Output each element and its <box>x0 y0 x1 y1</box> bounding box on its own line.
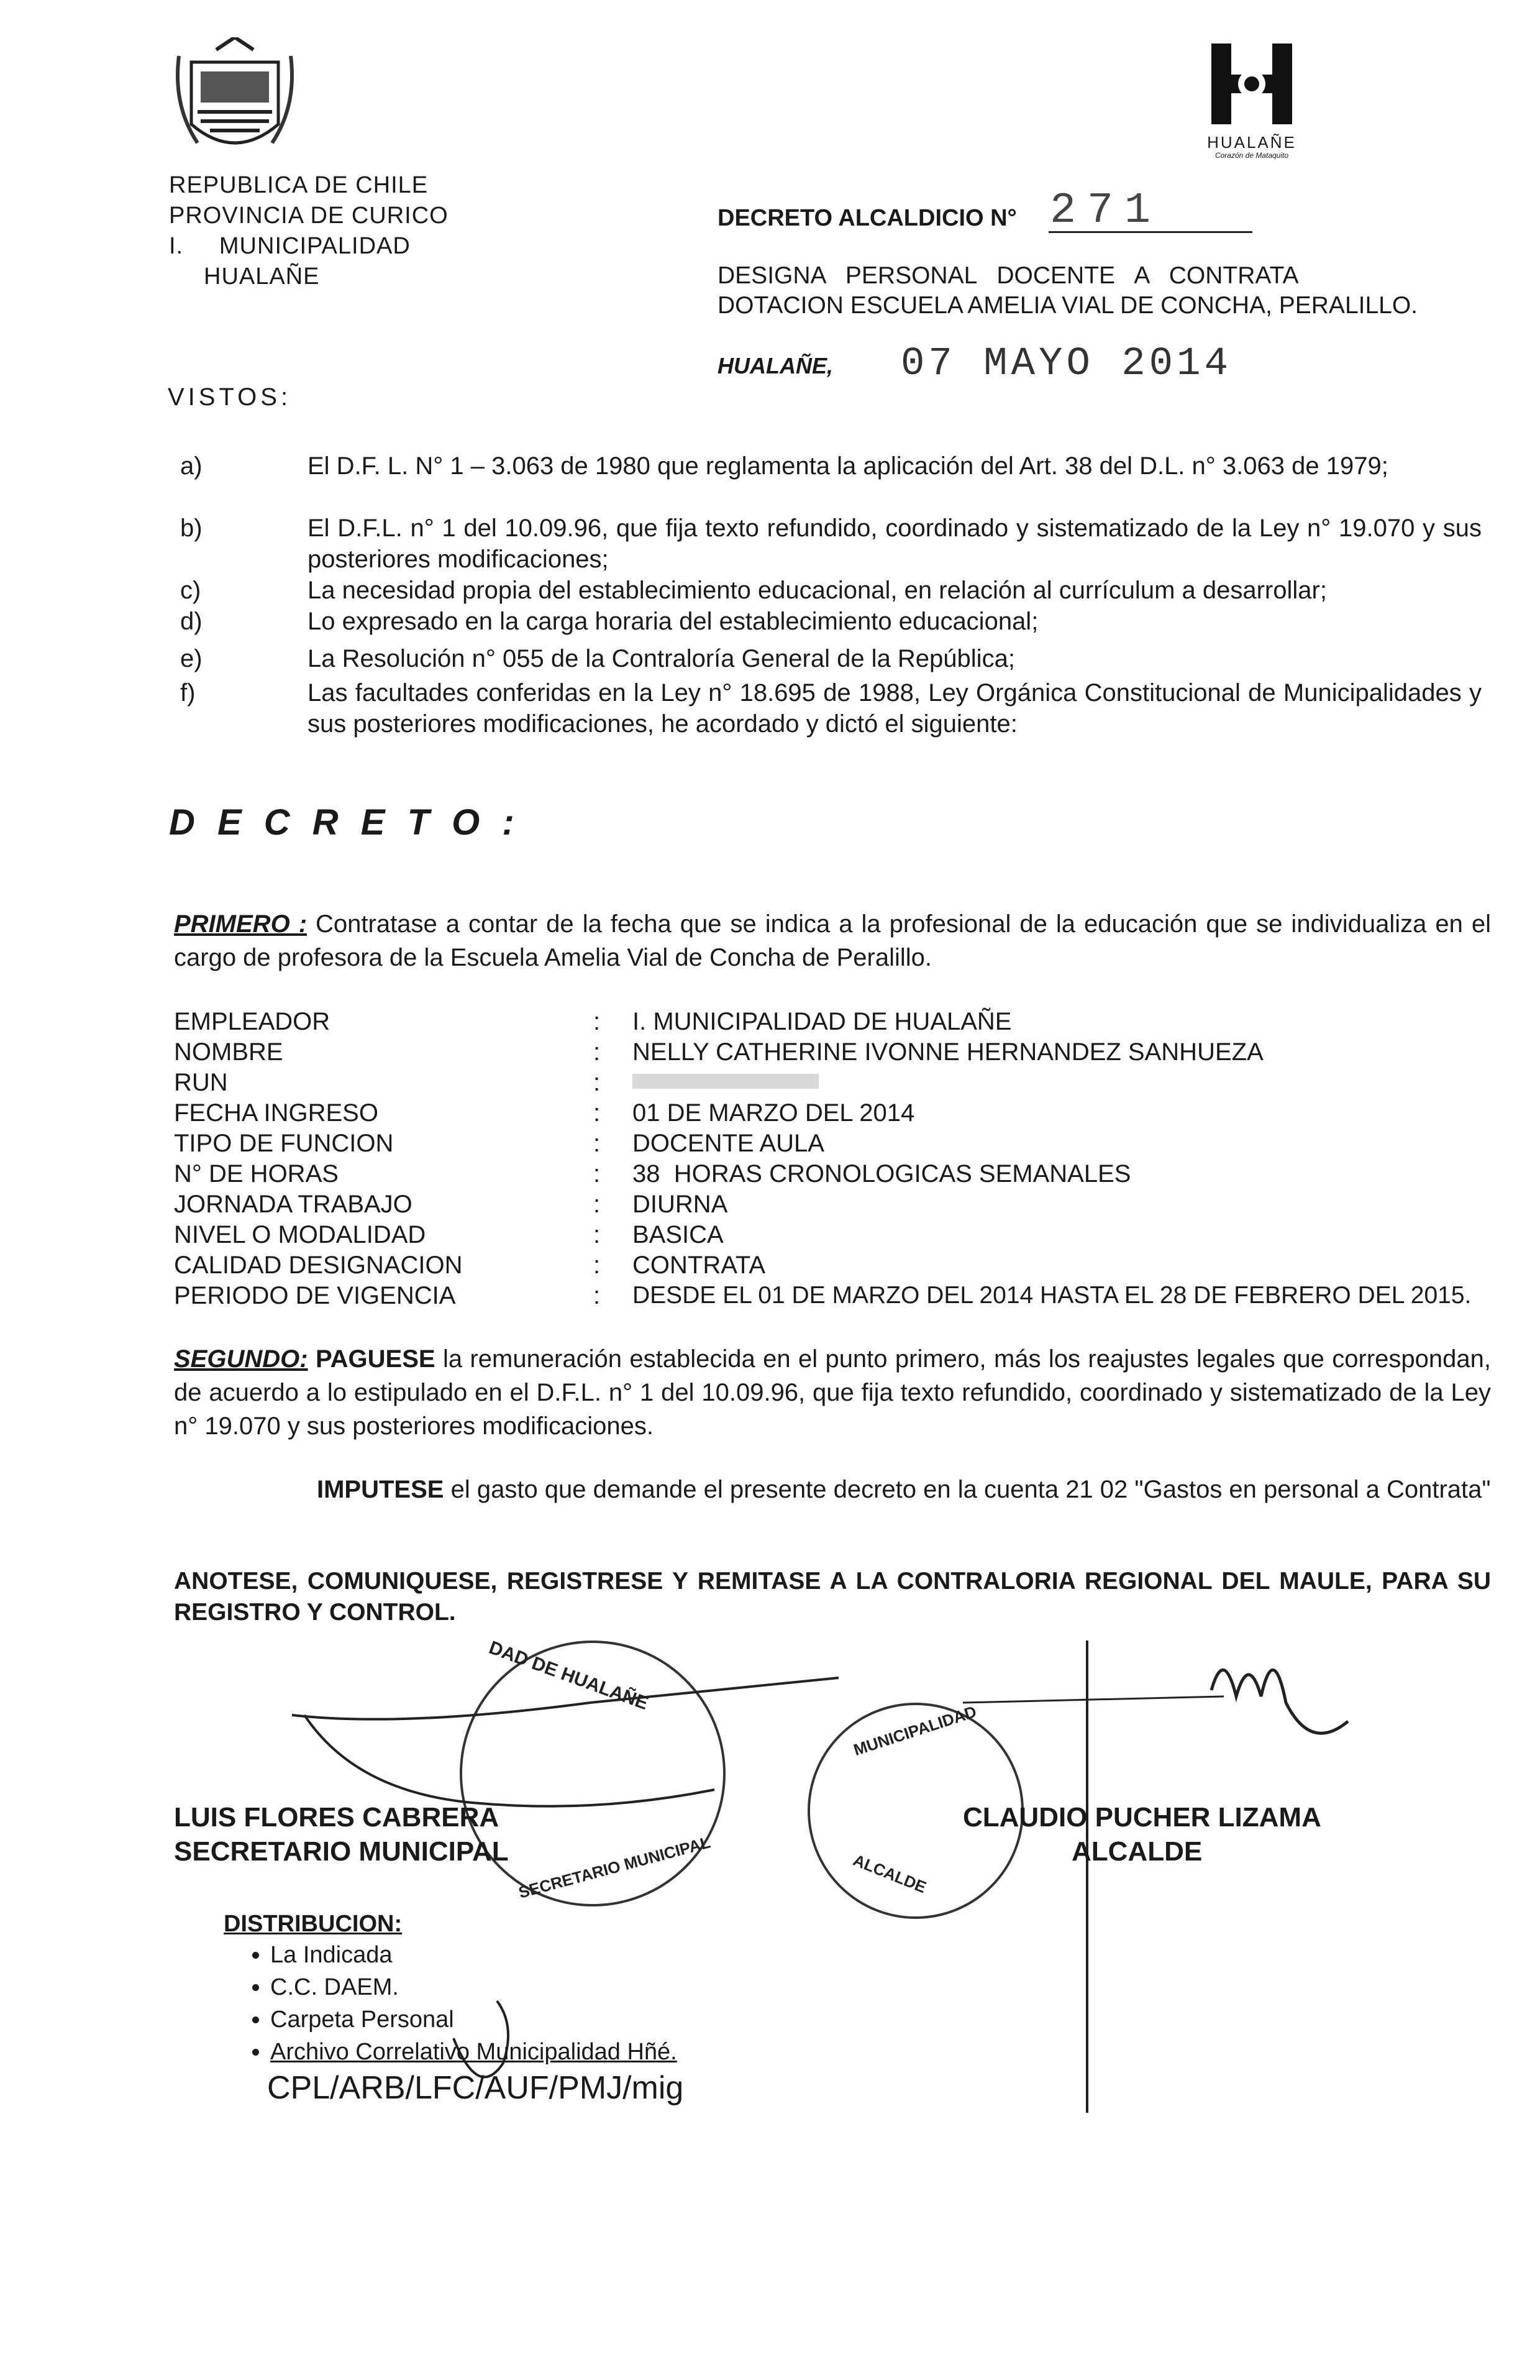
vistos-heading: VISTOS: <box>168 383 292 411</box>
hualane-logo-mark <box>1205 37 1298 130</box>
visto-text: Lo expresado en la carga horaria del establecimiento educacional; <box>308 608 1039 635</box>
field-label: JORNADA TRABAJO <box>174 1191 412 1218</box>
anotese-paragraph: ANOTESE, COMUNIQUESE, REGISTRESE Y REMITASE A LA CONTRALORIA REGIONAL DEL MAULE, PARA SU REGISTRO Y CONTROL. <box>174 1568 1491 1626</box>
distribution-item: • Archivo Correlativo Municipalidad Hñé. <box>270 2036 677 2068</box>
field-value: 38 HORAS CRONOLOGICAS SEMANALES <box>632 1160 1131 1188</box>
reference-initials: CPL/ARB/LFC/AUF/PMJ/mig <box>267 2070 684 2106</box>
issuer-line: PROVINCIA DE CURICO <box>169 203 449 229</box>
field-value-redacted <box>632 1074 819 1089</box>
visto-key: a) <box>180 452 203 480</box>
decree-subject-line: DESIGNA PERSONAL DOCENTE A CONTRATA <box>718 262 1299 289</box>
field-label: TIPO DE FUNCION <box>174 1130 394 1157</box>
visto-text: Las facultades conferidas en la Ley n° 18.695 de 1988, Ley Orgánica Constitucional de Municipalidades y sus posteriores modificaciones, he acordado y dictó el siguiente: <box>308 679 1482 738</box>
decree-number-underline <box>1049 231 1252 233</box>
visto-text: El D.F.L. n° 1 del 10.09.96, que fija texto refundido, coordinado y sistematizado de la Ley n° 19.070 y sus posteriores modificaciones; <box>308 515 1482 573</box>
secretary-name: LUIS FLORES CABRERA <box>174 1802 499 1833</box>
visto-key: f) <box>180 679 196 707</box>
field-value: I. MUNICIPALIDAD DE HUALAÑE <box>632 1008 1012 1035</box>
distribution-list <box>224 1939 677 2068</box>
field-value: DIURNA <box>632 1191 728 1218</box>
primero-paragraph <box>174 907 1491 974</box>
issuer-block <box>169 170 449 292</box>
decree-label: DECRETO ALCALDICIO N° <box>718 205 1017 231</box>
decree-subject-line: DOTACION ESCUELA AMELIA VIAL DE CONCHA, PERALILLO. <box>718 292 1418 319</box>
distribution-heading: DISTRIBUCION: <box>224 1911 403 1937</box>
field-label: PERIODO DE VIGENCIA <box>174 1282 456 1309</box>
field-value: BASICA <box>632 1221 724 1248</box>
field-label: NIVEL O MODALIDAD <box>174 1221 426 1248</box>
hualane-logo <box>1199 37 1305 160</box>
logo-text: HUALAÑE <box>1207 133 1296 152</box>
field-value: CONTRATA <box>632 1252 766 1279</box>
mayor-seal-top-text: MUNICIPALIDAD <box>851 1701 979 1760</box>
decree-number: 271 <box>1050 186 1162 236</box>
field-label: RUN <box>174 1069 228 1096</box>
field-label: CALIDAD DESIGNACION <box>174 1252 463 1279</box>
visto-key: d) <box>180 608 203 635</box>
visto-text: La necesidad propia del establecimiento educacional, en relación al currículum a desarrollar; <box>308 577 1327 604</box>
secretary-title: SECRETARIO MUNICIPAL <box>174 1836 509 1867</box>
segundo-paragraph <box>174 1342 1491 1443</box>
imputese-bold-word: IMPUTESE <box>317 1476 444 1503</box>
mayor-name: CLAUDIO PUCHER LIZAMA <box>963 1802 1321 1833</box>
issuer-line: REPUBLICA DE CHILE <box>169 172 429 198</box>
field-value: NELLY CATHERINE IVONNE HERNANDEZ SANHUEZA <box>632 1038 1264 1066</box>
decreto-heading: D E C R E T O : <box>169 802 521 843</box>
visto-text: La Resolución n° 055 de la Contraloría General de la República; <box>308 645 1015 672</box>
field-value: 01 DE MARZO DEL 2014 <box>632 1099 915 1127</box>
field-value: DESDE EL 01 DE MARZO DEL 2014 HASTA EL 28 DE FEBRERO DEL 2015. <box>632 1282 1472 1309</box>
primero-text: Contratase a contar de la fecha que se indica a la profesional de la educación que se individualiza en el cargo de profesora de la Escuela Amelia Vial de Concha de Peralillo. <box>174 910 1492 971</box>
distribution-item: • Carpeta Personal <box>270 2003 677 2036</box>
visto-key: e) <box>180 645 203 672</box>
issuer-line: I. MUNICIPALIDAD <box>169 233 411 259</box>
imputese-text: el gasto que demande el presente decreto en la cuenta 21 02 "Gastos en personal a Contrata" <box>444 1476 1491 1503</box>
mayor-title: ALCALDE <box>1072 1836 1203 1867</box>
field-label: FECHA INGRESO <box>174 1099 378 1127</box>
issuer-line: HUALAÑE <box>204 263 320 290</box>
logo-subtext: Corazón de Mataquito <box>1214 151 1289 160</box>
secretary-seal-bottom-text: SECRETARIO MUNICIPAL <box>516 1833 713 1902</box>
mayor-seal-bottom-text: ALCALDE <box>850 1850 929 1897</box>
primero-label: PRIMERO : <box>174 910 308 938</box>
segundo-text: la remuneración establecida en el punto primero, más los reajustes legales que correspondan, de acuerdo a lo estipulado en el D.F.L. n° 1 del 10.09.96, que fija texto refundido, coordinado y sistematizado de la Ley n° 19.070 y sus posteriores modificaciones. <box>174 1345 1491 1440</box>
visto-key: b) <box>180 515 203 542</box>
distribution-item: • C.C. DAEM. <box>270 1971 677 2003</box>
imputese-paragraph <box>174 1473 1491 1506</box>
field-label: N° DE HORAS <box>174 1160 339 1188</box>
visto-text: El D.F. L. N° 1 – 3.063 de 1980 que reglamenta la aplicación del Art. 38 del D.L. n° 3.063 de 1979; <box>308 452 1388 480</box>
segundo-label: SEGUNDO: <box>174 1345 308 1373</box>
secretary-seal-top-text: DAD DE HUALAÑE <box>486 1637 651 1714</box>
decree-place: HUALAÑE, <box>718 353 833 378</box>
decree-date-stamp: 07 MAYO 2014 <box>901 342 1232 387</box>
visto-key: c) <box>180 577 201 604</box>
segundo-bold-word: PAGUESE <box>308 1345 435 1373</box>
field-label: NOMBRE <box>174 1038 283 1066</box>
coat-of-arms-logo <box>166 37 303 168</box>
field-value: DOCENTE AULA <box>632 1130 824 1157</box>
distribution-item: • La Indicada <box>270 1939 677 1971</box>
field-label: EMPLEADOR <box>174 1008 330 1035</box>
